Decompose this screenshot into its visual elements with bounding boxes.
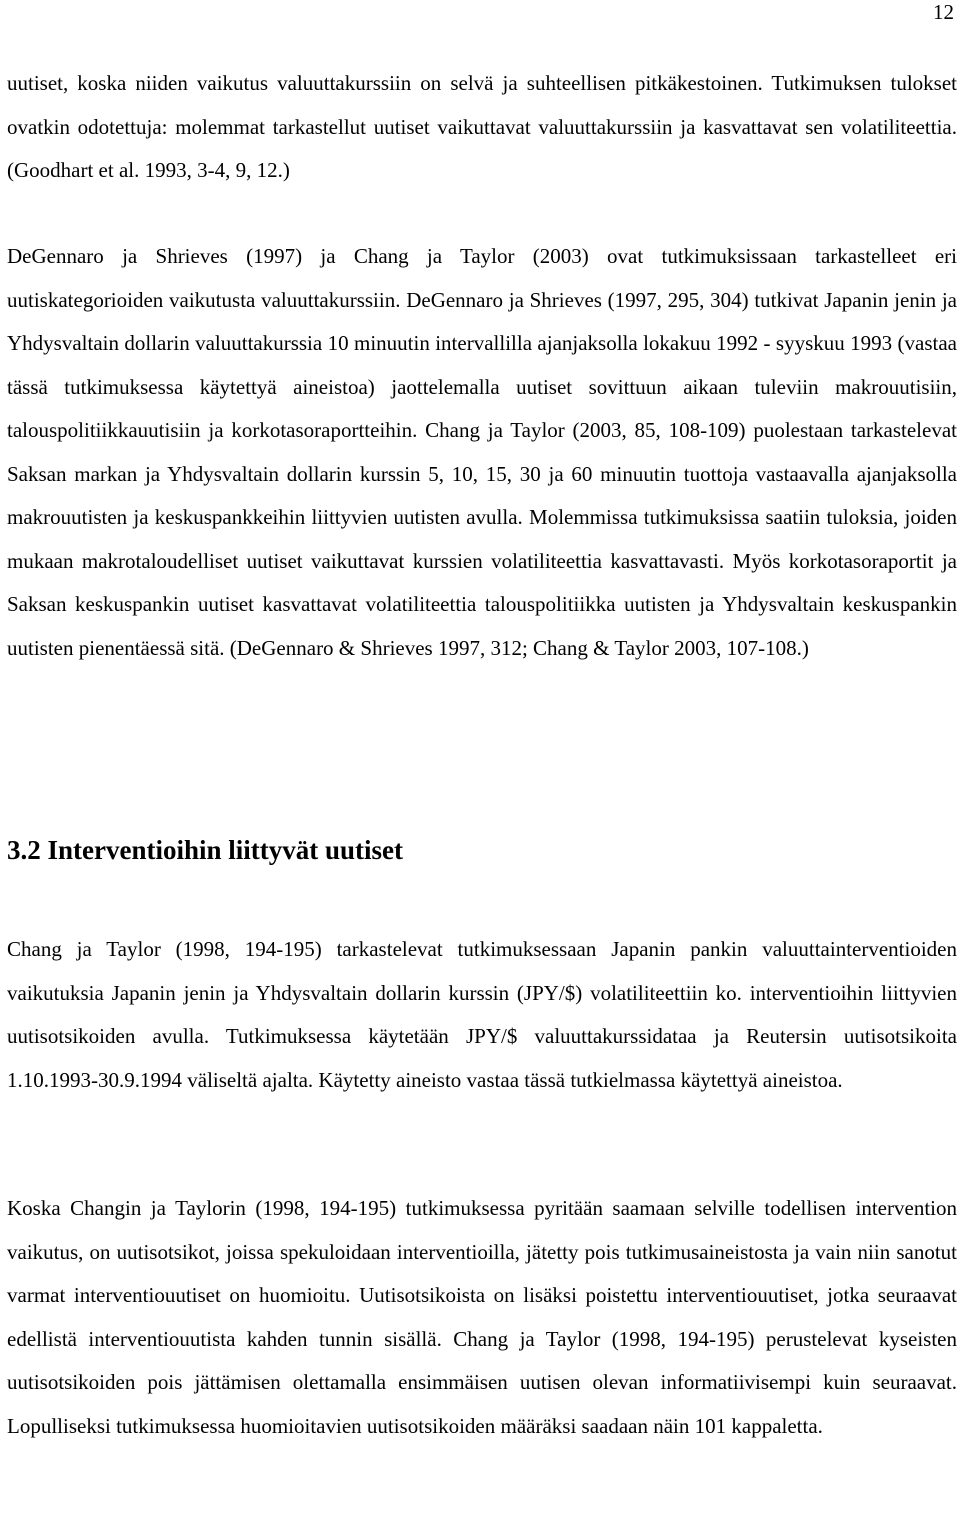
section-heading: 3.2 Interventioihin liittyvät uutiset [7, 835, 403, 865]
paragraph-chang-taylor-study: Chang ja Taylor (1998, 194-195) tarkastelevat tutkimuksessaan Japanin pankin valuuttainterventioiden vaikutuksia Japanin jenin ja Yhdysvaltain dollarin kurssin (JPY/$) volatiliteettiin ko. interventioihin liittyvien uutisotsikoiden avulla. Tutkimuksessa käytetään JPY/$ valuuttakurssidataa ja Reutersin uutisotsikoita 1.10.1993-30.9.1994 väliseltä ajalta. Käytetty aineisto vastaa tässä tutkielmassa käytettyä aineistoa. [7, 937, 957, 1092]
paragraph-goodhart-results: uutiset, koska niiden vaikutus valuuttakurssiin on selvä ja suhteellisen pitkäkestoinen. Tutkimuksen tulokset ovatkin odotettuja: molemmat tarkastellut uutiset vaikuttavat valuuttakurssiin ja kasvattavat sen volatiliteettia. (Goodhart et al. 1993, 3-4, 9, 12.) [7, 71, 957, 182]
paragraph-news-filtering: Koska Changin ja Taylorin (1998, 194-195) tutkimuksessa pyritään saamaan selville todellisen intervention vaikutus, on uutisotsikot, joissa spekuloidaan interventioilla, jätetty pois tutkimusaineistosta ja vain niin sanotut varmat interventiouutiset on huomioitu. Uutisotsikoista on lisäksi poistettu interventiouutiset, jotka seuraavat edellistä interventiouutista kahden tunnin sisällä. Chang ja Taylor (1998, 194-195) perustelevat kyseisten uutisotsikoiden pois jättämisen olettamalla ensimmäisen uutisen olevan informatiivisempi kuin seuraavat. Lopulliseksi tutkimuksessa huomioitavien uutisotsikoiden määräksi saadaan näin 101 kappaletta. [7, 1196, 957, 1438]
paragraph-news-categories: DeGennaro ja Shrieves (1997) ja Chang ja Taylor (2003) ovat tutkimuksissaan tarkastelleet eri uutiskategorioiden vaikutusta valuuttakurssiin. DeGennaro ja Shrieves (1997, 295, 304) tutkivat Japanin jenin ja Yhdysvaltain dollarin valuuttakurssia 10 minuutin intervallilla ajanjaksolla lokakuu 1992 - syyskuu 1993 (vastaa tässä tutkimuksessa käytettyä aineistoa) jaottelemalla uutiset sovittuun aikaan tuleviin makrouutisiin, talouspolitiikkauutisiin ja korkotasoraportteihin. Chang ja Taylor (2003, 85, 108-109) puolestaan tarkastelevat Saksan markan ja Yhdysvaltain dollarin kurssin 5, 10, 15, 30 ja 60 minuutin tuottoja vastaavalla ajanjaksolla makrouutisten ja keskuspankkeihin liittyvien uutisten avulla. Molemmissa tutkimuksissa saatiin tuloksia, joiden mukaan makrotaloudelliset uutiset vaikuttavat kurssien volatiliteettia kasvattavasti. Myös korkotasoraportit ja Saksan keskuspankin uutiset kasvattavat volatiliteettia talouspolitiikka uutisten ja Yhdysvaltain keskuspankin uutisten pienentäessä sitä. (DeGennaro & Shrieves 1997, 312; Chang & Taylor 2003, 107-108.) [7, 244, 957, 660]
page-number: 12 [933, 0, 954, 24]
